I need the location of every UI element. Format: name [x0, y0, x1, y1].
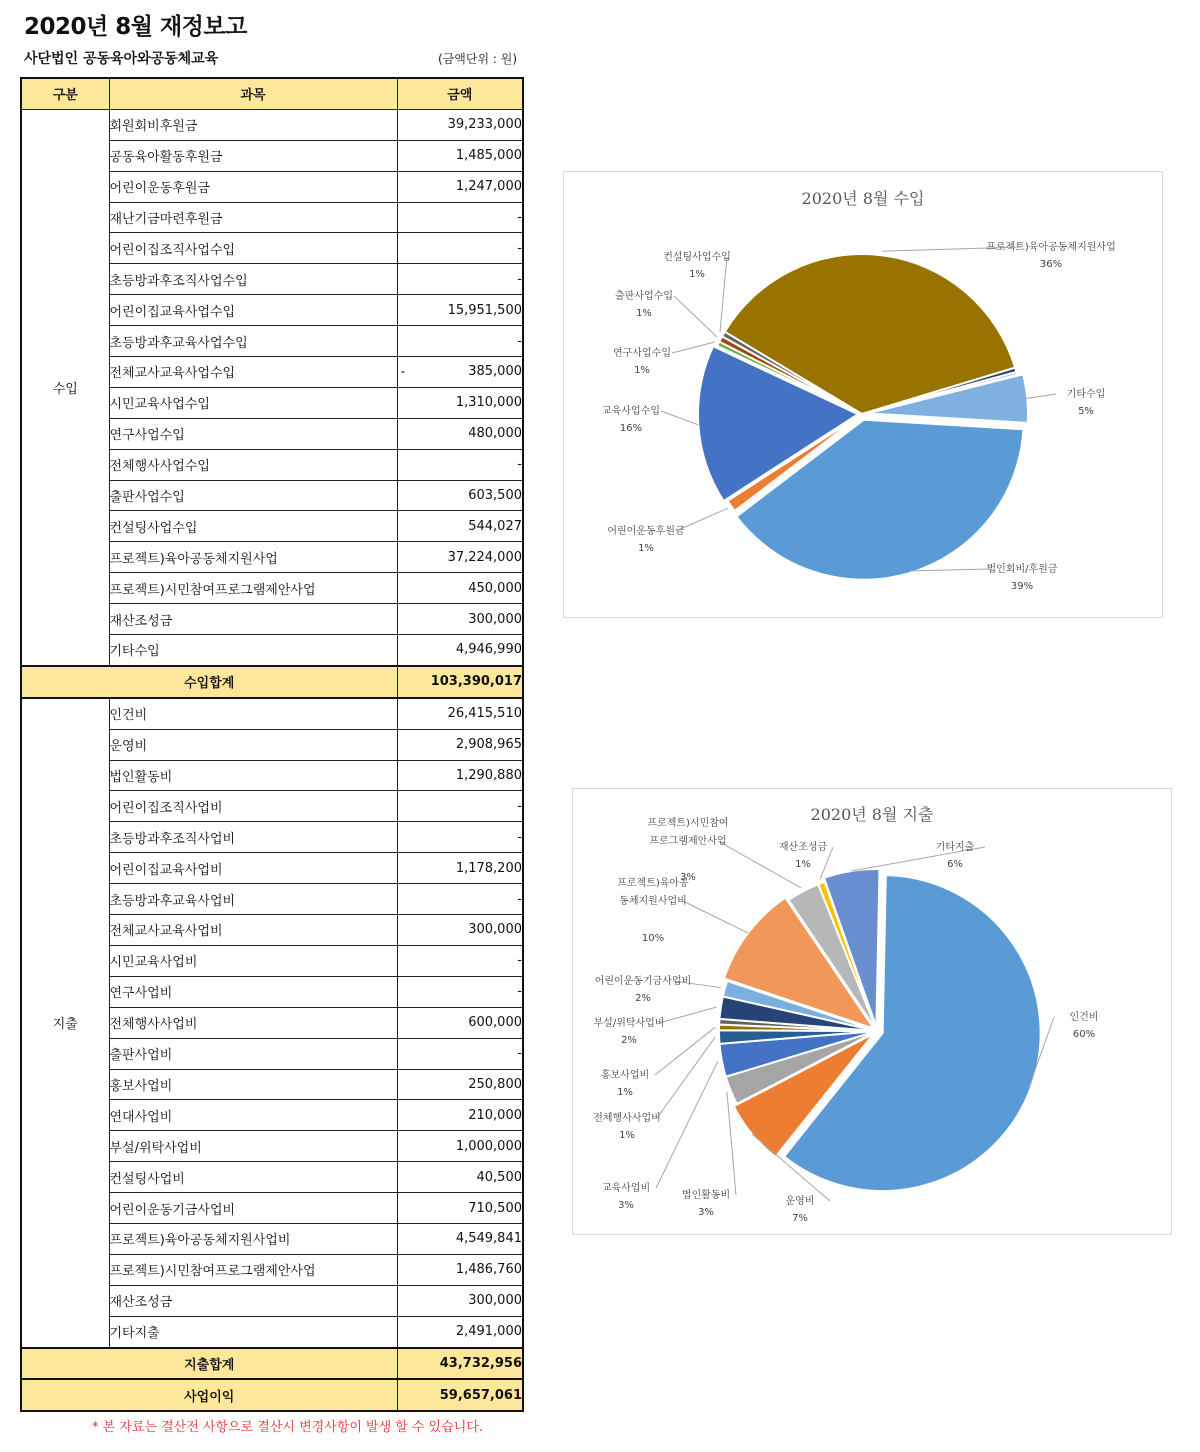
row-item: 기타수입 [109, 635, 397, 666]
slice-percent: 39% [1010, 581, 1034, 592]
row-amount [397, 1100, 523, 1131]
row-amount [397, 604, 523, 635]
slice-label-line: 프로젝트)육아공 [617, 878, 689, 889]
table-header-row [21, 78, 523, 109]
amount-value: - [517, 210, 522, 225]
slice-percent: 16% [619, 423, 643, 434]
slice-percent: 6% [947, 859, 963, 870]
slice-label: 연구사업수입 [613, 348, 671, 359]
row-item: 시민교육사업비 [109, 945, 397, 976]
profit-row [21, 1379, 523, 1411]
header-amount: 금액 [397, 78, 523, 109]
row-item: 어린이집교육사업비 [109, 853, 397, 884]
row-item: 재산조성금 [109, 1285, 397, 1316]
row-amount [397, 202, 523, 233]
amount-value: 2,908,965 [455, 737, 522, 753]
amount-value: - [517, 457, 522, 473]
amount-value: - [517, 984, 522, 1000]
row-item: 초등방과후교육사업수입 [109, 326, 397, 357]
row-item: 부설/위탁사업비 [109, 1131, 397, 1162]
leader-line [657, 1037, 715, 1118]
expense-total-row [21, 1348, 523, 1380]
row-item: 전체교사교육사업수입 [109, 357, 397, 388]
amount-value: 544,027 [468, 518, 522, 534]
amount-value: - [517, 1046, 522, 1062]
row-amount [397, 945, 523, 976]
slice-percent: 3% [618, 1200, 634, 1211]
slice-percent: 1% [689, 269, 705, 280]
organization-name: 사단법인 공동육아와공동체교육 [24, 51, 219, 67]
leader-line [655, 1027, 715, 1075]
row-item: 어린이집조직사업수입 [109, 233, 397, 264]
row-amount [397, 1007, 523, 1038]
currency-unit-note: (금액단위 : 원) [438, 52, 517, 66]
row-amount [397, 573, 523, 604]
row-item: 시민교육사업수입 [109, 387, 397, 418]
chart-title: 2020년 8월 지출 [810, 805, 934, 824]
slice-label-line: 동체지원사업비 [619, 896, 687, 907]
row-item: 프로젝트)육아공동체지원사업 [109, 542, 397, 573]
slice-label: 재산조성금 [778, 842, 828, 853]
slice-label: 기타수입 [1066, 389, 1106, 400]
leader-line [720, 257, 727, 332]
amount-value: - [517, 891, 522, 907]
amount-value: 15,951,500 [447, 302, 522, 318]
row-item: 재난기금마련후원금 [109, 202, 397, 233]
table-row [21, 698, 523, 729]
slice-label: 어린이운동기금사업비 [594, 976, 692, 987]
row-amount [397, 698, 523, 729]
row-amount [397, 976, 523, 1007]
leader-line [1025, 394, 1056, 399]
amount-value: 37,224,000 [447, 549, 522, 565]
row-amount [397, 1038, 523, 1069]
disclaimer-note: * 본 자료는 결산전 사항으로 결산시 변경사항이 발생 할 수 있습니다. [92, 1420, 484, 1435]
amount-value: 300,000 [468, 1293, 522, 1309]
slice-percent: 1% [617, 1087, 633, 1098]
slice-percent: 3% [680, 872, 696, 883]
amount-value: - [517, 829, 522, 845]
row-amount [397, 357, 523, 388]
slice-percent: 60% [1072, 1029, 1096, 1040]
row-amount [397, 1131, 523, 1162]
row-item: 어린이운동기금사업비 [109, 1193, 397, 1224]
slice-percent: 1% [619, 1130, 635, 1141]
slice-percent: 2% [635, 993, 651, 1004]
row-amount [397, 542, 523, 573]
row-item: 전체행사사업수입 [109, 449, 397, 480]
row-amount [397, 480, 523, 511]
slice-label: 교육사업비 [601, 1183, 651, 1194]
income-pie-chart [563, 171, 1163, 618]
amount-value: 2,491,000 [455, 1324, 522, 1340]
slice-label: 법인회비/후원금 [986, 564, 1058, 575]
row-item: 기타지출 [109, 1316, 397, 1347]
leader-line [683, 901, 748, 933]
slice-percent: 7% [792, 1213, 808, 1224]
slice-label: 운영비 [785, 1196, 815, 1207]
expense-pie-chart [572, 788, 1172, 1235]
row-amount [397, 1254, 523, 1285]
slice-label: 출판사업수입 [615, 291, 673, 302]
amount-value: 600,000 [468, 1015, 522, 1031]
amount-value: 26,415,510 [447, 706, 522, 722]
amount-value: 1,290,880 [455, 768, 522, 784]
slice-label: 법인활동비 [681, 1190, 731, 1201]
row-amount [397, 1193, 523, 1224]
slice-percent: 10% [641, 933, 665, 944]
row-amount [397, 264, 523, 295]
amount-value: 39,233,000 [447, 117, 522, 133]
slice-percent: 3% [698, 1207, 714, 1218]
amount-value: 603,500 [468, 488, 522, 504]
slice-percent: 36% [1039, 259, 1063, 270]
row-item: 공동육아활동후원금 [109, 140, 397, 171]
row-item: 출판사업수입 [109, 480, 397, 511]
row-amount [397, 295, 523, 326]
slice-label [647, 816, 728, 847]
row-amount [397, 1069, 523, 1100]
leader-line [672, 342, 715, 353]
amount-value: 4,549,841 [455, 1231, 522, 1247]
row-item: 회원회비후원금 [109, 109, 397, 140]
expense-total-row-label: 지출합계 [21, 1348, 397, 1380]
row-item: 재산조성금 [109, 604, 397, 635]
leader-line [659, 1007, 717, 1023]
expense-total-row-amount: 43,732,956 [397, 1348, 523, 1380]
slice-percent: 1% [795, 859, 811, 870]
finance-table [20, 77, 524, 1412]
slice-percent: 5% [1078, 406, 1094, 417]
amount-value: 710,500 [468, 1200, 522, 1216]
slice-percent: 1% [634, 365, 650, 376]
row-item: 컨설팅사업비 [109, 1162, 397, 1193]
header-item: 과목 [109, 78, 397, 109]
row-amount [397, 1223, 523, 1254]
row-amount [397, 233, 523, 264]
row-item: 출판사업비 [109, 1038, 397, 1069]
slice-label: 인건비 [1069, 1012, 1099, 1023]
page-title: 2020년 8월 재정보고 [24, 14, 247, 40]
row-item: 연대사업비 [109, 1100, 397, 1131]
row-amount [397, 729, 523, 760]
amount-value: 1,178,200 [455, 860, 522, 876]
slice-label: 컨설팅사업수입 [663, 252, 731, 263]
row-amount [397, 449, 523, 480]
table-row [21, 109, 523, 140]
row-amount [397, 326, 523, 357]
row-item: 프로젝트)시민참여프로그램제안사업 [109, 1254, 397, 1285]
row-amount [397, 1316, 523, 1347]
row-amount [397, 511, 523, 542]
amount-value: 1,485,000 [455, 148, 522, 164]
leader-line [656, 1061, 718, 1188]
amount-value: 250,800 [468, 1076, 522, 1092]
amount-value: 450,000 [468, 580, 522, 596]
row-amount [397, 140, 523, 171]
amount-value: 300,000 [468, 611, 522, 627]
row-item: 인건비 [109, 698, 397, 729]
row-item: 전체행사사업비 [109, 1007, 397, 1038]
row-amount [397, 171, 523, 202]
leader-line [674, 296, 717, 337]
row-item: 초등방과후조직사업수입 [109, 264, 397, 295]
chart-title: 2020년 8월 수입 [801, 189, 925, 208]
row-amount [397, 760, 523, 791]
amount-value: 1,310,000 [455, 395, 522, 411]
row-item: 초등방과후교육사업비 [109, 884, 397, 915]
amount-value: 1,000,000 [455, 1138, 522, 1154]
amount-value: 385,000 [468, 364, 522, 380]
amount-value: 300,000 [468, 922, 522, 938]
amount-value: - [517, 240, 522, 256]
amount-value: - [517, 953, 522, 969]
slice-label: 부설/위탁사업비 [593, 1018, 665, 1029]
row-item: 어린이집조직사업비 [109, 791, 397, 822]
slice-label: 전체행사사업비 [593, 1113, 661, 1124]
slice-label: 프로젝트)육아공동체지원사업 [986, 242, 1116, 253]
profit-row-amount: 59,657,061 [397, 1379, 523, 1411]
slice-label-line: 프로그램제안사업 [649, 836, 727, 847]
header-category: 구분 [21, 78, 109, 109]
slice-percent: 1% [636, 308, 652, 319]
slice-percent: 2% [621, 1035, 637, 1046]
profit-row-label: 사업이익 [21, 1379, 397, 1411]
slice-label: 기타지출 [935, 842, 975, 853]
row-amount [397, 915, 523, 946]
slice-label: 교육사업수입 [602, 406, 660, 417]
row-item: 어린이운동후원금 [109, 171, 397, 202]
row-item: 연구사업수입 [109, 418, 397, 449]
amount-prefix: - [400, 364, 406, 380]
income-total-row [21, 666, 523, 698]
slice-percent: 1% [638, 543, 654, 554]
row-item: 프로젝트)시민참여프로그램제안사업 [109, 573, 397, 604]
leader-line [661, 411, 698, 425]
row-item: 초등방과후조직사업비 [109, 822, 397, 853]
income-total-row-label: 수입합계 [21, 666, 397, 698]
row-amount [397, 791, 523, 822]
row-item: 홍보사업비 [109, 1069, 397, 1100]
slice-label [617, 876, 689, 907]
amount-value: - [517, 271, 522, 287]
amount-value: - [517, 333, 522, 349]
row-item: 어린이집교육사업수입 [109, 295, 397, 326]
amount-value: 480,000 [468, 426, 522, 442]
amount-value: - [517, 798, 522, 814]
row-item: 연구사업비 [109, 976, 397, 1007]
row-amount [397, 418, 523, 449]
amount-value: 4,946,990 [455, 642, 522, 658]
income-total-row-amount: 103,390,017 [397, 666, 523, 698]
row-item: 전체교사교육사업비 [109, 915, 397, 946]
amount-value: 40,500 [476, 1169, 522, 1185]
row-amount [397, 635, 523, 666]
slice-label: 어린이운동후원금 [607, 526, 685, 537]
row-amount [397, 109, 523, 140]
amount-value: 210,000 [468, 1107, 522, 1123]
row-amount [397, 884, 523, 915]
row-item: 프로젝트)육아공동체지원사업비 [109, 1223, 397, 1254]
row-amount [397, 387, 523, 418]
amount-value: 1,247,000 [455, 179, 522, 195]
row-item: 운영비 [109, 729, 397, 760]
row-item: 컨설팅사업수입 [109, 511, 397, 542]
expense-category-label: 지출 [21, 698, 109, 1348]
row-amount [397, 1162, 523, 1193]
slice-label: 홍보사업비 [600, 1070, 650, 1081]
row-amount [397, 822, 523, 853]
row-amount [397, 1285, 523, 1316]
row-amount [397, 853, 523, 884]
amount-value: 1,486,760 [455, 1262, 522, 1278]
slice-label-line: 프로젝트)시민참여 [647, 818, 729, 829]
row-item: 법인활동비 [109, 760, 397, 791]
income-category-label: 수입 [21, 109, 109, 666]
